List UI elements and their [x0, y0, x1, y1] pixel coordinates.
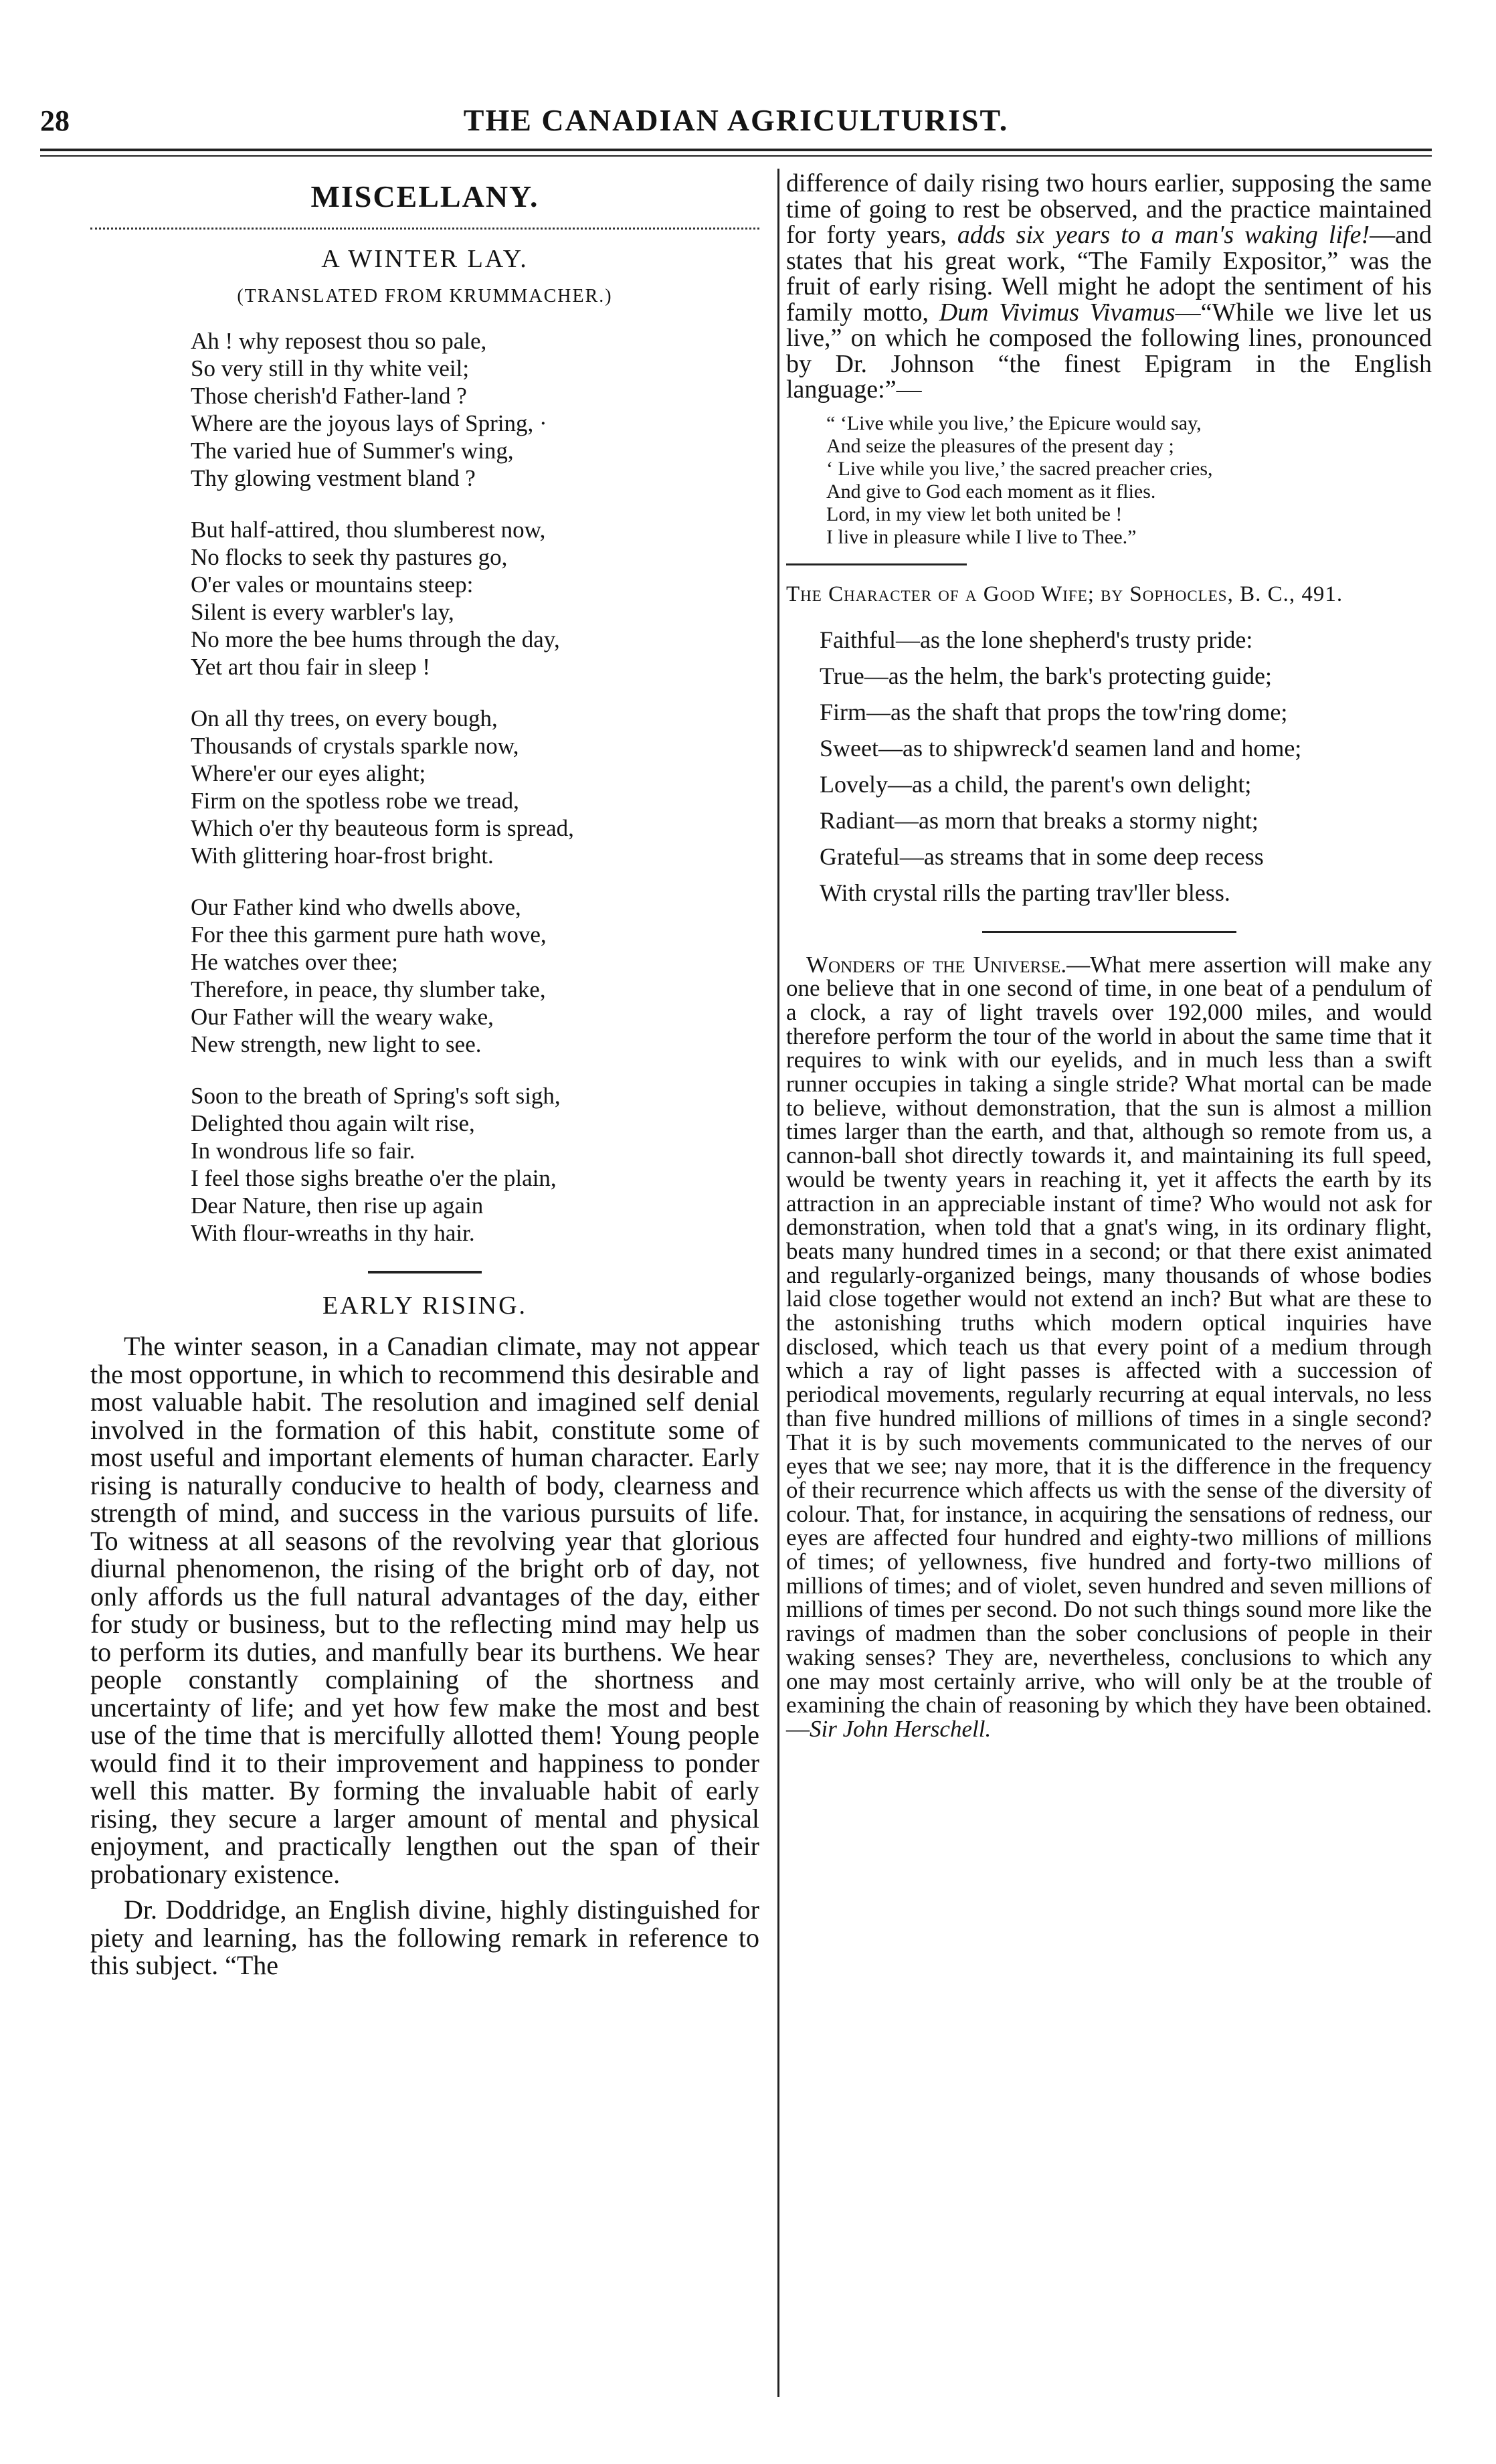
epigram-line: And seize the pleasures of the present day ; [826, 434, 1174, 457]
page-number: 28 [40, 104, 70, 137]
article-divider [982, 931, 1236, 933]
poem-line: Our Father will the weary wake, [191, 1004, 494, 1030]
poem-line: So very still in thy white veil; [191, 355, 470, 381]
poem-line: I feel those sighs breathe o'er the plain, [191, 1165, 557, 1191]
good-wife-line: Firm—as the shaft that props the tow'ring dome; [820, 698, 1288, 725]
poem-line: Where are the joyous lays of Spring, · [191, 410, 547, 436]
poem-line: Silent is every warbler's lay, [191, 599, 454, 625]
poem-body [90, 327, 759, 1247]
poem-line: He watches over thee; [191, 949, 398, 975]
poem-line: No flocks to seek thy pastures go, [191, 544, 508, 570]
poem-line: Which o'er thy beauteous form is spread, [191, 815, 574, 841]
poem-line: For thee this garment pure hath wove, [191, 921, 547, 948]
early-rising-paragraph-1: The winter season, in a Canadian climate, may not appear the most opportune, in which to recommend this desirable and most valuable habit. The resolution and imagined self denial involved in the formation of this habit, constitute some of most useful and important elements of human character. Early rising is naturally conducive to health of body, clearness and strength of mind, and success in the various pursuits of life. To witness at all seasons of the revolving year that glorious diurnal phenomenon, the rising of the bright orb of day, not only affords us the full natural advantages of the day, either for study or business, but to the reflecting mind may help us to perform its duties, and manfully bear its burthens. We hear people constantly complaining of the shortness and uncertainty of life; and yet how few make the most and best use of the time that is mercifully allotted them! Young people would find it to their improvement and happiness to ponder well this matter. By forming the invaluable habit of early rising, they secure a larger amount of mental and physical enjoyment, and practically lengthen out the span of their probationary existence. [90, 1331, 759, 1889]
left-column [90, 171, 759, 1979]
poem-line: With glittering hoar-frost bright. [191, 843, 494, 869]
article-divider [368, 1271, 482, 1273]
poem-line: Delighted thou again wilt rise, [191, 1110, 475, 1136]
good-wife-line: With crystal rills the parting trav'ller bless. [820, 879, 1230, 906]
poem-line: Those cherish'd Father-land ? [191, 383, 467, 409]
good-wife-line: True—as the helm, the bark's protecting guide; [820, 662, 1273, 689]
poem-line: With flour-wreaths in thy hair. [191, 1220, 475, 1246]
early-rising-title: EARLY RISING. [322, 1292, 528, 1320]
wonders-title: Wonders of the Universe. [806, 951, 1067, 978]
poem-line: On all thy trees, on every bough, [191, 705, 498, 731]
early-rising-paragraph-2: Dr. Doddridge, an English divine, highly distinguished for piety and learning, has the following remark in reference to this subject. “The [90, 1895, 759, 1980]
poem-line: Thousands of crystals sparkle now, [191, 733, 519, 759]
good-wife-line: Sweet—as to shipwreck'd seamen land and home; [820, 734, 1302, 762]
wonders-attribution: Sir John Herschell. [810, 1716, 992, 1742]
epigram-line: ‘ Live while you live,’ the sacred preacher cries, [826, 457, 1213, 480]
poem-stanza [191, 327, 759, 492]
poem-stanza [191, 705, 759, 869]
poem-line: Soon to the breath of Spring's soft sigh, [191, 1083, 561, 1109]
poem-line: Firm on the spotless robe we tread, [191, 788, 519, 814]
good-wife-poem [820, 622, 1432, 911]
poem-line: O'er vales or mountains steep: [191, 571, 474, 598]
poem-line: Thy glowing vestment bland ? [191, 465, 476, 491]
epigram [826, 412, 1432, 549]
epigram-line: And give to God each moment as it flies. [826, 480, 1156, 503]
epigram-line: “ ‘Live while you live,’ the Epicure would say, [826, 412, 1202, 434]
poem-title: A WINTER LAY. [321, 245, 529, 273]
epigram-line: I live in pleasure while I live to Thee.” [826, 525, 1137, 548]
wonders-paragraph: Wonders of the Universe.—What mere assertion will make any one believe that in one second of time, in one beat of a pendulum of a clock, a ray of light travels over 192,000 miles, and would therefore perform the tour of the world in about the same time that it requires to wink with our eyelids, and in much less than a swift runner occupies in taking a single stride? What mortal can be made to believe, without demonstration, that the sun is almost a million times larger than the earth, and that, although so remote from us, a cannon-ball shot directly towards it, and maintaining its full speed, would be twenty years in reaching it, yet it affects the earth by its attraction in an appreciable instant of time? Who would not ask for demonstration, when told that a gnat's wing, in its ordinary flight, beats many hundred times in a second; or that there exist animated and regularly-organized beings, many thousands of whose bodies laid close together would not extend an inch? But what are these to the astonishing truths which modern optical inquiries have disclosed, which teach us that every point of a medium through which a ray of light passes is affected with a succession of periodical movements, regularly recurring at equal intervals, no less than five hundred millions of millions of times in a single second? That it is by such movements communicated to the nerves of our eyes that we see; nay more, that it is the difference in the frequency of their recurrence which affects us with the sense of the diversity of colour. That, for instance, in acquiring the sensations of redness, our eyes are affected four hundred and eighty-two millions of millions of times; of yellowness, five hundred and forty-two millions of millions of times; and of violet, seven hundred and seven millions of millions of times per second. Do not such things sound more like the ravings of madmen than the sober conclusions of people in their waking senses? They are, nevertheless, conclusions to which any one may most certainly arrive, who will only be at the trouble of examining the chain of reasoning by which they have been obtained.—Sir John Herschell. [786, 951, 1432, 1742]
poem-line: Ah ! why reposest thou so pale, [191, 328, 487, 354]
article-divider [786, 563, 967, 565]
column-divider [777, 169, 779, 2397]
poem-line: Our Father kind who dwells above, [191, 894, 521, 920]
header-rule-top [40, 149, 1432, 151]
section-title: MISCELLANY. [310, 179, 539, 213]
poem-stanza [191, 516, 759, 681]
header-rule-bottom [40, 155, 1432, 157]
running-title: THE CANADIAN AGRICULTURIST. [463, 103, 1009, 137]
poem-line: Yet art thou fair in sleep ! [191, 654, 431, 680]
right-column [786, 171, 1432, 1741]
poem-line: But half-attired, thou slumberest now, [191, 517, 546, 543]
section-ornament [90, 218, 759, 230]
poem-stanza [191, 893, 759, 1058]
good-wife-line: Faithful—as the lone shepherd's trusty pride: [820, 626, 1253, 653]
poem-line: The varied hue of Summer's wing, [191, 438, 514, 464]
poem-line: No more the bee hums through the day, [191, 626, 560, 652]
poem-line: Where'er our eyes alight; [191, 760, 426, 786]
poem-line: New strength, new light to see. [191, 1031, 482, 1057]
poem-line: In wondrous life so fair. [191, 1138, 415, 1164]
poem-subtitle: (TRANSLATED FROM KRUMMACHER.) [237, 286, 613, 306]
poem-line: Dear Nature, then rise up again [191, 1193, 484, 1219]
epigram-line: Lord, in my view let both united be ! [826, 503, 1123, 525]
early-rising-continuation: difference of daily rising two hours earlier, supposing the same time of going to rest be observed, and the practice maintained for forty years, adds six years to a man's waking life!—and states that his great work, “The Family Expositor,” was the fruit of early rising. Well might he adopt the sentiment of his family motto, Dum Vivimus Vivamus—“While we live let us live,” on which he composed the following lines, pronounced by Dr. Johnson “the finest Epigram in the English language:”— [786, 169, 1432, 404]
good-wife-title: The Character of a Good Wife; by Sophocles, B. C., 491. [786, 582, 1343, 606]
good-wife-line: Grateful—as streams that in some deep recess [820, 843, 1264, 870]
good-wife-line: Lovely—as a child, the parent's own delight; [820, 770, 1252, 798]
poem-stanza [191, 1082, 759, 1247]
poem-line: Therefore, in peace, thy slumber take, [191, 976, 546, 1002]
page-header [40, 97, 1432, 144]
good-wife-line: Radiant—as morn that breaks a stormy night; [820, 806, 1258, 834]
